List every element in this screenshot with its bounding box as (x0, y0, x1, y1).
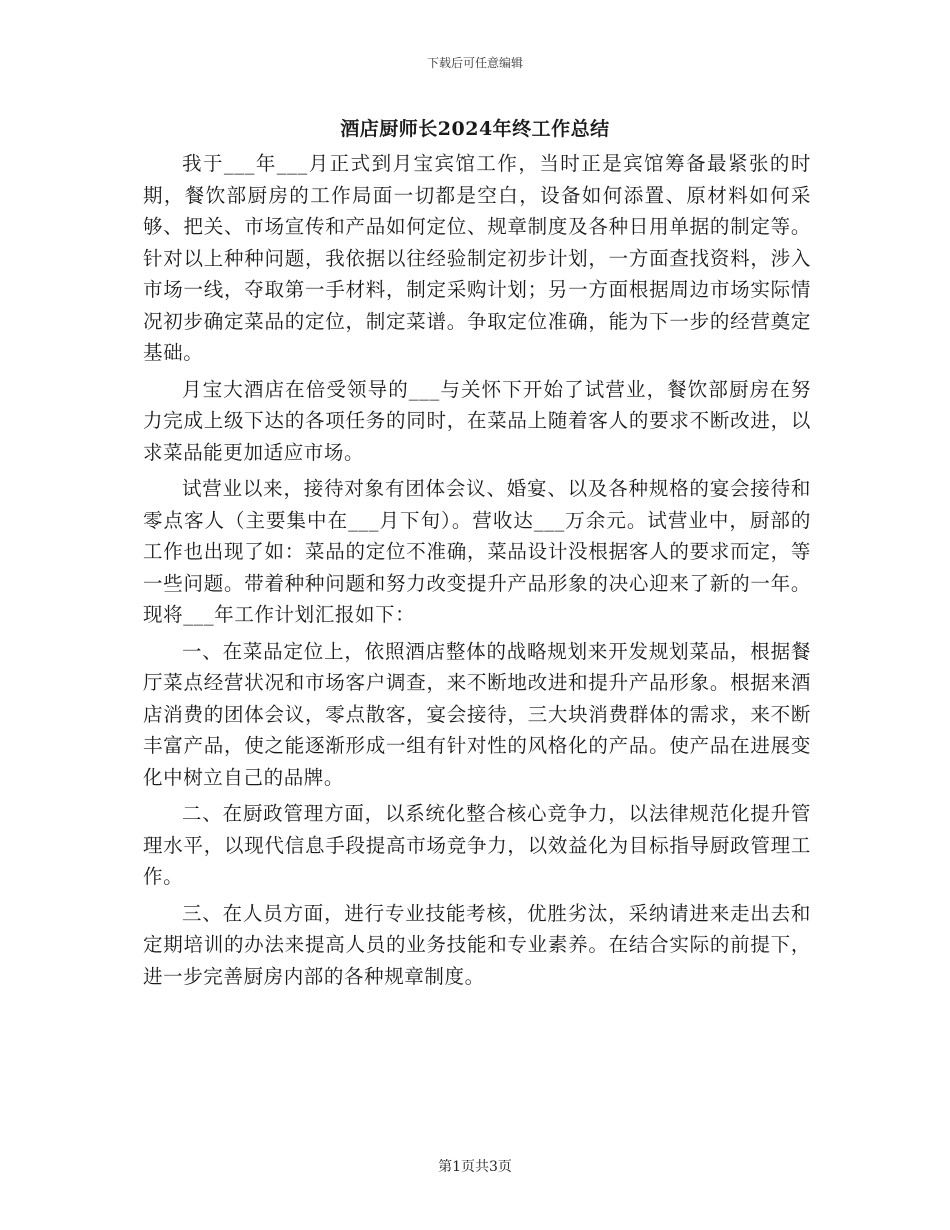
paragraph-6: 三、在人员方面，进行专业技能考核，优胜劣汰，采纳请进来走出去和定期培训的办法来提高人员的业务技能和专业素养。在结合实际的前提下，进一步完善厨房内部的各种规章制度。 (143, 901, 811, 988)
paragraph-1: 我于___年___月正式到月宝宾馆工作，当时正是宾馆筹备最紧张的时期，餐饮部厨房的工作局面一切都是空白，设备如何添置、原材料如何采够、把关、市场宣传和产品如何定位、规章制度及各种日用单据的制定等。针对以上种种问题，我依据以往经验制定初步计划，一方面查找资料，涉入市场一线，夺取第一手材料，制定采购计划；另一方面根据周边市场实际情况初步确定菜品的定位，制定菜谱。争取定位准确，能为下一步的经营奠定基础。 (143, 152, 811, 364)
document-body (143, 148, 811, 992)
paragraph-4: 一、在菜品定位上，依照酒店整体的战略规划来开发规划菜品，根据餐厅菜点经营状况和市场客户调查，来不断地改进和提升产品形象。根据来酒店消费的团体会议，零点散客，宴会接待，三大块消费群体的需求，来不断丰富产品，使之能逐渐形成一组有针对性的风格化的产品。使产品在进展变化中树立自己的品牌。 (143, 639, 811, 789)
page-number: 第1页共3页 (438, 1159, 512, 1175)
paragraph-2: 月宝大酒店在倍受领导的___与关怀下开始了试营业，餐饮部厨房在努力完成上级下达的各项任务的同时，在菜品上随着客人的要求不断改进，以求菜品能更加适应市场。 (143, 377, 811, 464)
paragraph-3: 试营业以来，接待对象有团体会议、婚宴、以及各种规格的宴会接待和零点客人（主要集中在___月下旬）。营收达___万余元。试营业中，厨部的工作也出现了如：菜品的定位不准确，菜品设计没根据客人的要求而定，等一些问题。带着种种问题和努力改变提升产品形象的决心迎来了新的一年。现将___年工作计划汇报如下： (143, 477, 811, 626)
paragraph-5: 二、在厨政管理方面，以系统化整合核心竞争力，以法律规范化提升管理水平，以现代信息手段提高市场竞争力，以效益化为目标指导厨政管理工作。 (143, 802, 811, 888)
document-title: 酒店厨师长2024年终工作总结 (340, 118, 610, 140)
header-note: 下载后可任意编辑 (426, 56, 523, 70)
